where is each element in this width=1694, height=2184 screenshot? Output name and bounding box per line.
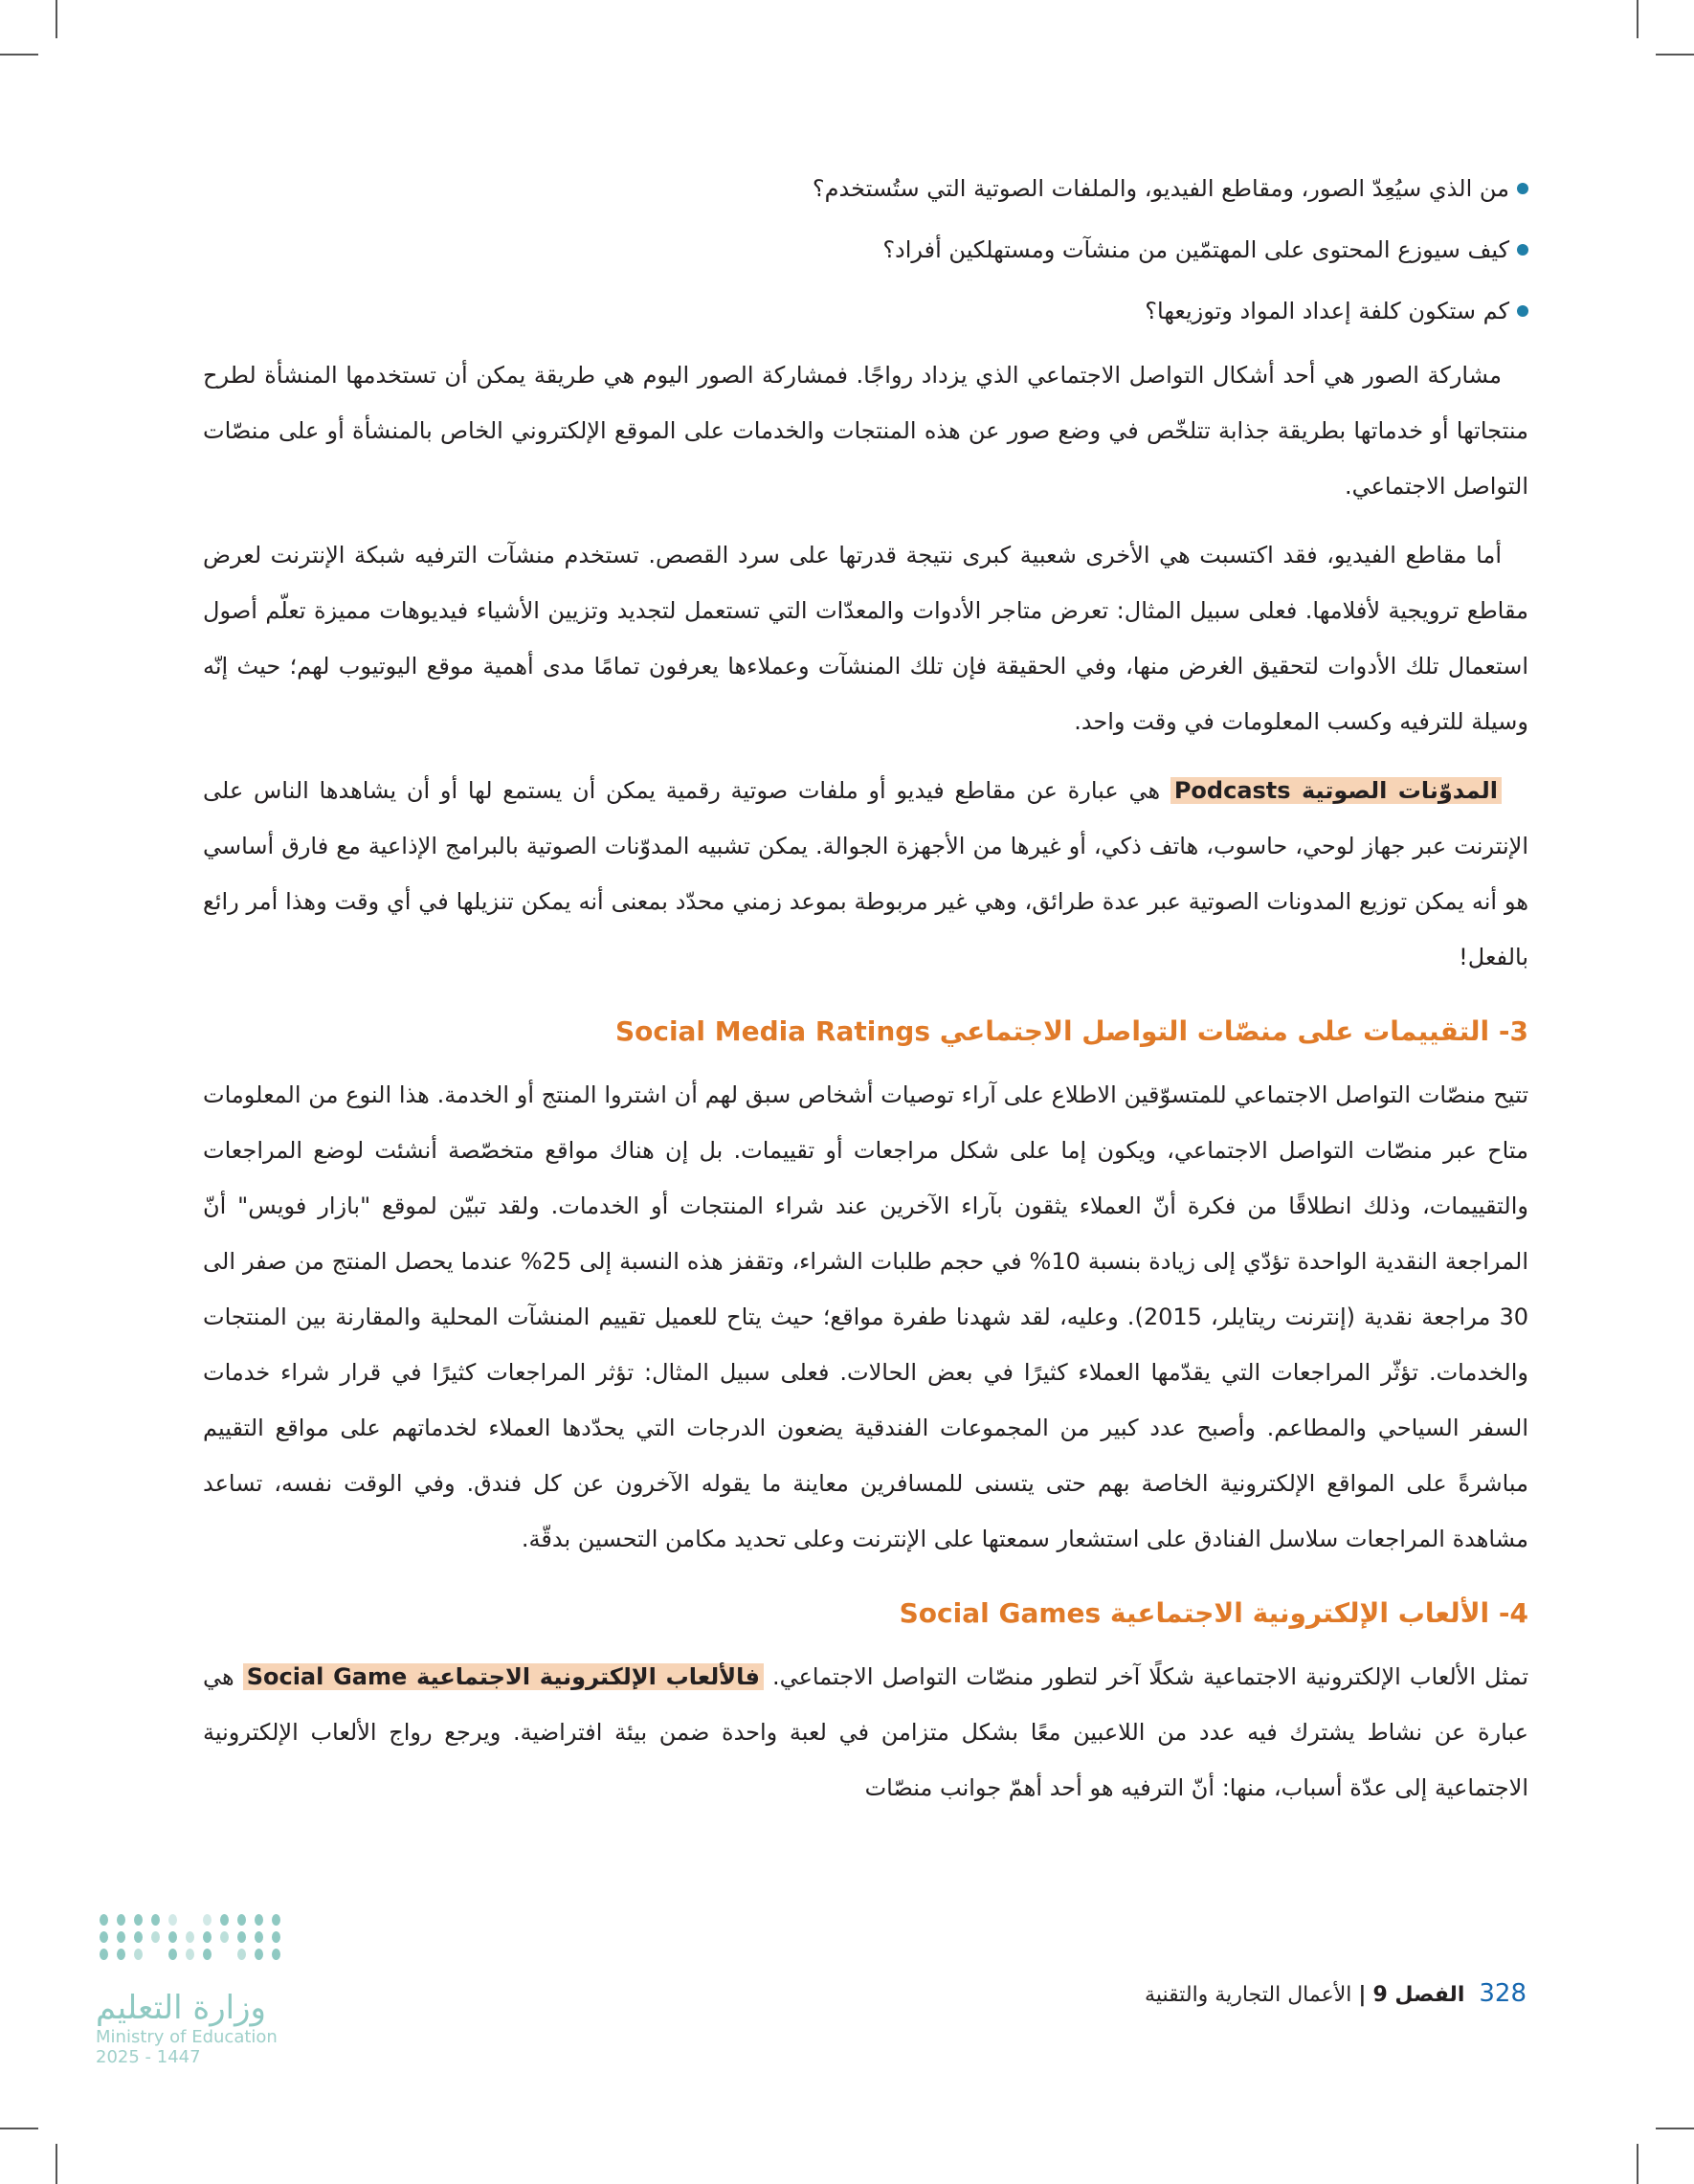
crop-mark: [1656, 54, 1694, 56]
logo-year: 2025 - 1447: [96, 2047, 201, 2067]
bullet-text: كيف سيوزع المحتوى على المهتمّين من منشآت ومستهلكين أفراد؟: [882, 236, 1509, 263]
chapter-label: الفصل 9: [1372, 1983, 1465, 2007]
logo-english: Ministry of Education: [96, 2027, 278, 2047]
page-content: [203, 158, 1528, 1829]
bullet-icon: [1517, 244, 1528, 256]
paragraph-social-games: [203, 1649, 1528, 1816]
bullet-icon: [1517, 305, 1528, 317]
page-footer: [1145, 1979, 1527, 2008]
paragraph-text: هي عبارة عن مقاطع فيديو أو ملفات صوتية رقمية يمكن أن يستمع لها أو أن يشاهدها الناس على الإنترنت عبر جهاز لوحي، حاسوب، هاتف ذكي، أو غيرها من الأجهزة الجوالة. يمكن تشبيه المدوّنات الصوتية بالبرامج الإذاعية مع فارق أساسي هو أنه يمكن توزيع المدونات الصوتية عبر عدة طرائق، وهي غير مربوطة بموعد زمني محدّد بمعنى أنه يمكن تنزيلها في أي وقت وهذا أمر رائع بالفعل!: [203, 777, 1528, 970]
crop-mark: [0, 2128, 38, 2129]
paragraph-text: هي عبارة عن نشاط يشترك فيه عدد من اللاعبين معًا بشكل متزامن في لعبة واحدة ضمن بيئة افتراضية. ويرجع رواج الألعاب الإلكترونية الاجتماعية إلى عدّة أسباب، منها: أنّ الترفيه هو أحد أهمّ جوانب منصّات: [203, 1663, 1528, 1801]
crop-mark: [0, 54, 38, 56]
highlighted-term: المدوّنات الصوتية Podcasts: [1170, 777, 1502, 804]
bullet-text: كم ستكون كلفة إعداد المواد وتوزيعها؟: [1145, 298, 1509, 324]
highlighted-term: فالألعاب الإلكترونية الاجتماعية Social Game: [243, 1663, 764, 1690]
bullet-text: من الذي سيُعِدّ الصور، ومقاطع الفيديو، والملفات الصوتية التي ستُستخدم؟: [812, 175, 1509, 202]
footer-separator: |: [1358, 1983, 1367, 2007]
paragraph-videos: أما مقاطع الفيديو، فقد اكتسبت هي الأخرى شعبية كبرى نتيجة قدرتها على سرد القصص. تستخدم منشآت الترفيه شبكة الإنترنت لعرض مقاطع ترويجية لأفلامها. فعلى سبيل المثال: تعرض متاجر الأدوات والمعدّات التي تستعمل لتجديد وتزيين الأشياء فيديوهات مميزة تعلّم أصول استعمال تلك الأدوات لتحقيق الغرض منها، وفي الحقيقة فإن تلك المنشآت وعملاءها يعرفون تمامًا مدى أهمية موقع اليوتيوب لهم؛ حيث إنّه وسيلة للترفيه وكسب المعلومات في وقت واحد.: [203, 542, 1528, 735]
crop-mark: [1656, 2128, 1694, 2129]
ministry-logo: [96, 1914, 306, 2067]
bullet-icon: [1517, 183, 1528, 194]
crop-mark: [1637, 2144, 1638, 2184]
paragraph-podcasts: [203, 763, 1528, 985]
bullet-item: [203, 280, 1528, 342]
bullet-item: [203, 219, 1528, 280]
logo-arabic: وزارة التعليم: [96, 1989, 266, 2027]
crop-mark: [56, 0, 57, 38]
bullet-item: [203, 158, 1528, 219]
chapter-title: الأعمال التجارية والتقنية: [1145, 1983, 1352, 2007]
page-number: 328: [1479, 1979, 1527, 2008]
paragraph-ratings: تتيح منصّات التواصل الاجتماعي للمتسوّقين الاطلاع على آراء توصيات أشخاص سبق لهم أن اشتروا المنتج أو الخدمة. هذا النوع من المعلومات متاح عبر منصّات التواصل الاجتماعي، ويكون إما على شكل مراجعات أو تقييمات. بل إن هناك مواقع متخصّصة أنشئت لوضع المراجعات والتقييمات، وذلك انطلاقًا من فكرة أنّ العملاء يثقون بآراء الآخرين عند شراء المنتجات أو الخدمات. ولقد تبيّن لموقع "بازار فويس" أنّ المراجعة النقدية الواحدة تؤدّي إلى زيادة بنسبة 10% في حجم طلبات الشراء، وتقفز هذه النسبة إلى 25% عندما يحصل المنتج من صفر الى 30 مراجعة نقدية (إنترنت ريتايلر، 2015). وعليه، لقد شهدنا طفرة مواقع؛ حيث يتاح للعميل تقييم المنشآت المحلية والمقارنة بين المنتجات والخدمات. تؤثّر المراجعات التي يقدّمها العملاء كثيرًا في بعض الحالات. فعلى سبيل المثال: تؤثر المراجعات كثيرًا في قرار شراء خدمات السفر السياحي والمطاعم. وأصبح عدد كبير من المجموعات الفندقية يضعون الدرجات التي يحدّدها العملاء لخدماتهم على مواقع التقييم مباشرةً على المواقع الإلكترونية الخاصة بهم حتى يتسنى للمسافرين معاينة ما يقوله الآخرون عن كل فندق. وفي الوقت نفسه، تساعد مشاهدة المراجعات سلاسل الفنادق على استشعار سمعتها على الإنترنت وعلى تحديد مكامن التحسين بدقّة.: [203, 1081, 1528, 1552]
section-heading-social-games: 4- الألعاب الإلكترونية الاجتماعية Social Games: [899, 1597, 1528, 1629]
paragraph-text: تمثل الألعاب الإلكترونية الاجتماعية شكلًا آخر لتطور منصّات التواصل الاجتماعي.: [763, 1663, 1528, 1690]
crop-mark: [56, 2144, 57, 2184]
section-heading-ratings: 3- التقييمات على منصّات التواصل الاجتماعي Social Media Ratings: [614, 1015, 1528, 1047]
crop-mark: [1637, 0, 1638, 38]
logo-dots-icon: [100, 1914, 306, 1960]
paragraph-photo-sharing: مشاركة الصور هي أحد أشكال التواصل الاجتماعي الذي يزداد رواجًا. فمشاركة الصور اليوم هي طريقة يمكن أن تستخدمها المنشأة لطرح منتجاتها أو خدماتها بطريقة جذابة تتلخّص في وضع صور عن هذه المنتجات والخدمات على الموقع الإلكتروني الخاص بالمنشأة أو على منصّات التواصل الاجتماعي.: [203, 362, 1528, 500]
